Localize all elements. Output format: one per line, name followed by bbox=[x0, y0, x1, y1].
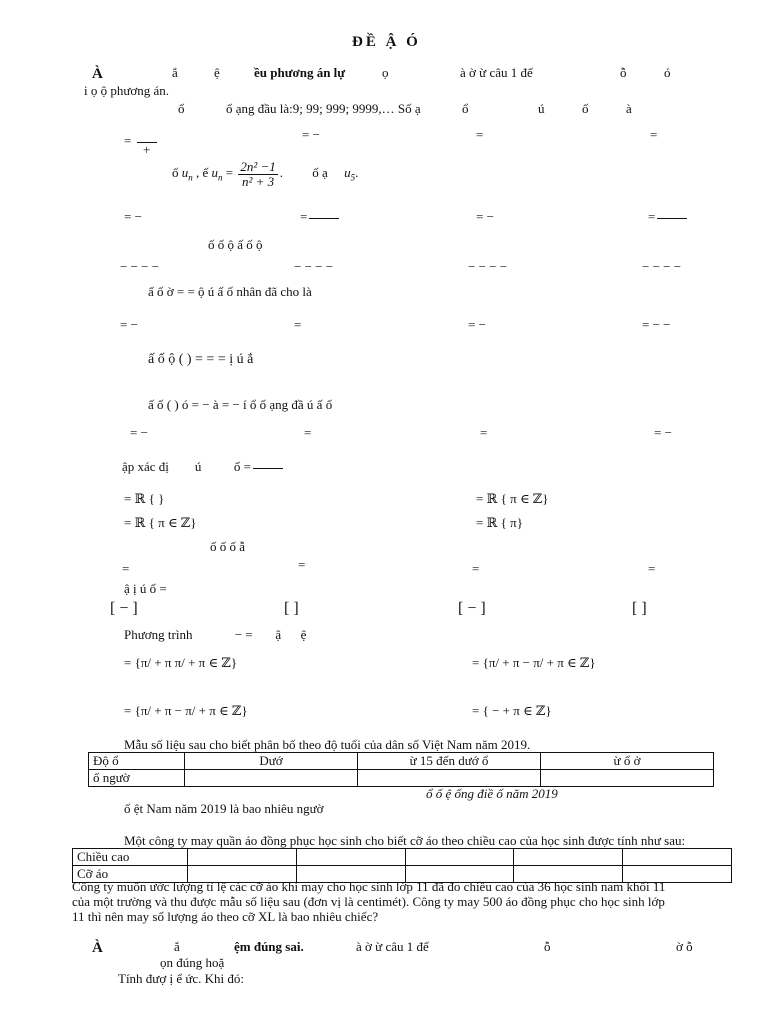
q3-option-b: − − − − bbox=[294, 259, 334, 274]
part2-line2: ọn đúng hoặ bbox=[160, 955, 225, 970]
q2-lead: ố bbox=[172, 165, 179, 181]
q1-frag-e: ố bbox=[582, 101, 589, 116]
q2-option-a: = − bbox=[124, 209, 142, 224]
q2-denominator: n² + 3 bbox=[242, 173, 275, 189]
q10-option-a: = {π/ + π π/ + π ∈ ℤ} bbox=[124, 655, 238, 670]
table1-source-note: ổ ố ệ ống điề ố năm 2019 bbox=[426, 786, 558, 801]
q6-option-c: = bbox=[480, 425, 488, 440]
part2-frag-2: ỗ bbox=[544, 939, 551, 954]
q1-frag-f: à bbox=[626, 101, 632, 116]
q8-option-a: = bbox=[122, 561, 130, 576]
q9-option-d: [ ] bbox=[632, 600, 647, 617]
table-row bbox=[89, 753, 714, 770]
part1-frag-2: ệ bbox=[214, 65, 220, 80]
part2-frag-3: ờ ỗ bbox=[676, 939, 693, 954]
q2-option-d bbox=[648, 210, 687, 225]
q9-statement: ậ ị ú ố = bbox=[124, 581, 167, 596]
q3-statement: ố ố ộ ấ ố ộ bbox=[208, 237, 263, 252]
table-cell bbox=[541, 770, 714, 787]
part1-title: ều phương án lự bbox=[254, 65, 346, 80]
part1-frag-3: ọ bbox=[382, 65, 389, 80]
q4-option-c: = − bbox=[468, 317, 486, 332]
q1-option-a-text: = bbox=[124, 133, 132, 149]
q4-option-b: = bbox=[294, 317, 302, 332]
q12-statement: Một công ty may quần áo đồng phục học sinh cho biết cỡ áo theo chiều cao của học sinh được tính như sau: bbox=[124, 833, 686, 848]
q12-paragraph-2: của một trường và thu được mẫu số liệu sau (đơn vị là centimét). Công ty may 500 áo đồng phục cho học sinh lớp bbox=[72, 894, 665, 909]
q2-u5: u bbox=[344, 165, 351, 181]
q10-option-b: = {π/ + π − π/ + π ∈ ℤ} bbox=[472, 655, 596, 670]
q7-option-a: = ℝ { } bbox=[124, 491, 165, 506]
shirt-size-table bbox=[72, 848, 732, 883]
q2-dot: . bbox=[279, 165, 284, 181]
table-cell bbox=[296, 849, 405, 866]
q2-comma: , ế bbox=[196, 165, 209, 181]
q6-option-d: = − bbox=[654, 425, 672, 440]
age-distribution-table bbox=[88, 752, 714, 787]
q2-option-c: = − bbox=[476, 209, 494, 224]
q2-formula bbox=[238, 160, 277, 188]
part1-heading: À bbox=[92, 66, 103, 82]
q3-option-c: − − − − bbox=[468, 259, 508, 274]
q5-statement: ấ ố ộ ( ) = = = ị ú ắ bbox=[148, 352, 254, 367]
q1-frag-d: ú bbox=[538, 101, 545, 116]
q7-option-c: = ℝ { π ∈ ℤ} bbox=[124, 515, 197, 530]
q1-frag-a: ố bbox=[178, 101, 185, 116]
q8-option-b: = bbox=[298, 557, 306, 572]
q1-option-b: = − bbox=[302, 127, 320, 142]
q9-option-c: [ − ] bbox=[458, 600, 486, 617]
table-cell: ố ngườ bbox=[89, 770, 185, 787]
q1-option-c: = bbox=[476, 127, 484, 142]
part2-question-1: Tính đượ ị ể ức. Khi đó: bbox=[118, 971, 245, 986]
table-row bbox=[89, 770, 714, 787]
q4-option-a: = − bbox=[120, 317, 138, 332]
part2-heading: À bbox=[92, 940, 103, 956]
table-cell bbox=[514, 849, 623, 866]
q7-end: ố = bbox=[233, 459, 252, 474]
q9-option-a: [ − ] bbox=[110, 600, 138, 617]
q10-lead: Phương trình bbox=[124, 627, 193, 642]
table-cell: Dướ bbox=[185, 753, 358, 770]
part1-instruction: à ờ ừ câu 1 đế bbox=[460, 65, 533, 80]
part2-instruction: à ờ ừ câu 1 đế bbox=[356, 939, 429, 954]
q7-option-b: = ℝ { π ∈ ℤ} bbox=[476, 491, 549, 506]
q2-u5-sub: 5 bbox=[350, 172, 356, 183]
q1-frag-c: ổ bbox=[462, 101, 469, 116]
q10-end: ệ bbox=[300, 627, 307, 642]
q2-numerator: 2n² −1 bbox=[240, 159, 276, 174]
q2-option-b bbox=[300, 210, 339, 225]
q10-option-c: = {π/ + π − π/ + π ∈ ℤ} bbox=[124, 703, 248, 718]
q7-statement bbox=[122, 460, 283, 475]
q7-lead: ập xác đị bbox=[122, 459, 169, 474]
q2-option-d-text: = bbox=[648, 209, 656, 224]
q9-option-b: [ ] bbox=[284, 600, 299, 617]
q4-option-d: = − − bbox=[642, 317, 671, 332]
table-cell bbox=[623, 849, 732, 866]
table-cell bbox=[185, 770, 358, 787]
part1-line2: i ọ ộ phương án. bbox=[84, 83, 170, 98]
q10-statement bbox=[124, 628, 306, 643]
part1-frag-5: ó bbox=[664, 65, 671, 80]
q2-option-b-text: = bbox=[300, 209, 308, 224]
q8-option-c: = bbox=[472, 561, 480, 576]
q10-mid: ậ bbox=[275, 627, 282, 642]
q8-statement: ố ố ố ẫ bbox=[210, 539, 246, 554]
q11-statement: Mẫu số liệu sau cho biết phân bố theo độ tuổi của dân số Việt Nam năm 2019. bbox=[124, 737, 531, 752]
q7-mid: ú bbox=[194, 459, 202, 474]
table-cell: ừ ổ ở bbox=[541, 753, 714, 770]
q10-equation: − = bbox=[234, 627, 253, 642]
q6-option-b: = bbox=[304, 425, 312, 440]
document-title: ĐỀ Ậ Ó bbox=[352, 34, 421, 50]
part2-title: ệm đúng sai. bbox=[234, 939, 304, 954]
part1-frag-1: ắ bbox=[172, 65, 178, 80]
q3-option-a: − − − − bbox=[120, 259, 160, 274]
q1-option-a bbox=[124, 128, 159, 156]
q1-text: ố ạng đầu là:9; 99; 999; 9999,… Số ạ bbox=[226, 101, 421, 116]
part2-frag-1: ắ bbox=[174, 939, 180, 954]
part1-frag-4: ỗ bbox=[620, 65, 627, 80]
table-cell: Chiều cao bbox=[73, 849, 188, 866]
table-cell bbox=[188, 849, 297, 866]
table-cell: Cỡ áo bbox=[73, 866, 188, 883]
q2-mid: ố ạ bbox=[312, 165, 328, 181]
q11-question: ố ệt Nam năm 2019 là bao nhiêu ngườ bbox=[124, 801, 324, 816]
q12-paragraph-1: Công ty muốn ước lượng tỉ lệ các cỡ áo khi may cho học sinh lớp 11 đã đo chiều cao của 36 học sinh nam khối 11 bbox=[72, 879, 666, 894]
q12-paragraph-3: 11 thì nên may số lượng áo theo cỡ XL là bao nhiêu chiếc? bbox=[72, 909, 379, 924]
q4-statement: ấ ố ờ = = ộ ú ấ ố nhân đã cho là bbox=[148, 284, 312, 299]
q8-option-d: = bbox=[648, 561, 656, 576]
q2-un-sub: n bbox=[188, 172, 193, 183]
q10-option-d: = { − + π ∈ ℤ} bbox=[472, 703, 552, 718]
q7-option-d: = ℝ { π} bbox=[476, 515, 523, 530]
q1-option-a-fraction: + bbox=[137, 128, 157, 156]
table-cell bbox=[357, 770, 540, 787]
table-cell: ừ 15 đến dướ ổ bbox=[357, 753, 540, 770]
q2-un: u bbox=[181, 165, 189, 181]
table-row bbox=[73, 849, 732, 866]
q3-option-d: − − − − bbox=[642, 259, 682, 274]
q6-option-a: = − bbox=[130, 425, 148, 440]
q6-statement: ấ ố ( ) ó = − à = − í ổ ố ạng đầ ú ấ ố bbox=[148, 397, 333, 412]
table-cell bbox=[405, 849, 514, 866]
q2-end: . bbox=[355, 165, 359, 181]
q2-statement: ố $u_n$ , ế $u_n$ = $\frac{\text{2n² −1}}{\text{n² + 3}}$ . ố ạ $u_5$. bbox=[172, 159, 359, 189]
q1-option-d: = bbox=[650, 127, 658, 142]
table-cell: Độ ổ bbox=[89, 753, 185, 770]
